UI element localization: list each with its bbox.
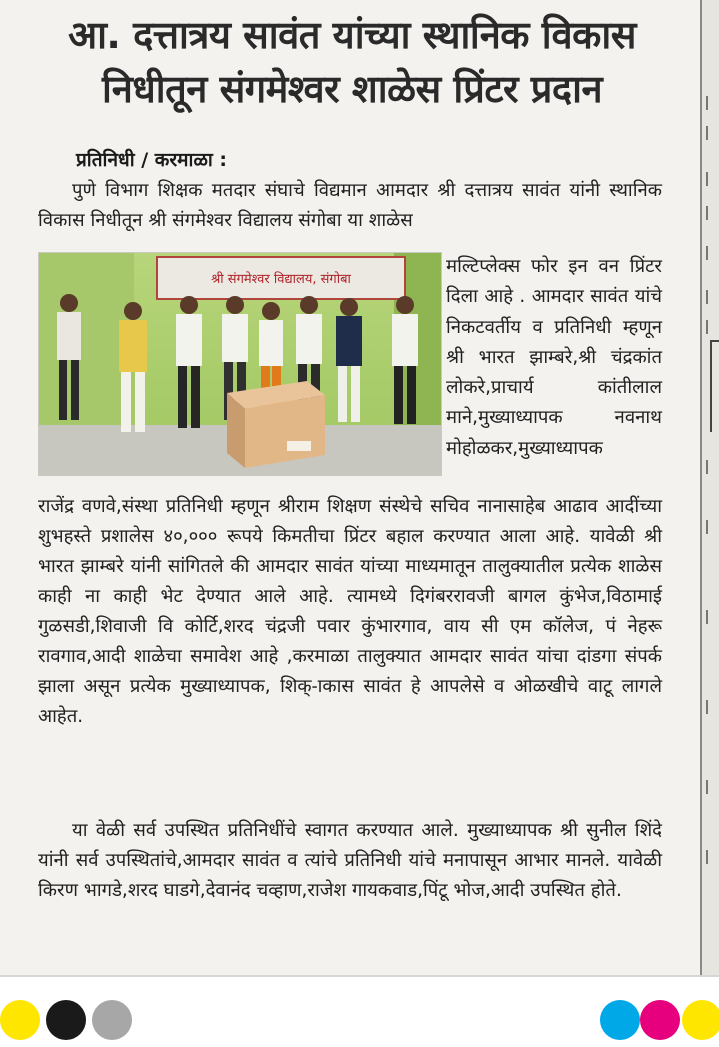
adjacent-column-edge xyxy=(702,0,719,975)
headline-line-2: निधीतून संगमेश्वर शाळेस प्रिंटर प्रदान xyxy=(101,67,603,111)
text-fragment xyxy=(706,320,708,334)
text-fragment xyxy=(706,850,708,864)
side-column-text: मल्टिप्लेक्स फोर इन वन प्रिंटर दिला आहे . आमदार सावंत यांचे निकटवर्तीय व प्रतिनिधी म्हणून श्री भारत झाम्बरे,श्री चंद्रकांत लोकरे,प्राचार्य कांतीलाल माने,मुख्याध्यापक नवनाथ मोहोळकर,मुख्याध्यापक xyxy=(446,256,662,459)
registration-dot-yellow xyxy=(682,1000,719,1040)
text-fragment xyxy=(706,246,708,260)
registration-dot-yellow xyxy=(0,1000,40,1040)
headline-line-1: आ. दत्तात्रय सावंत यांच्या स्थानिक विकास xyxy=(68,13,636,57)
text-fragment xyxy=(706,700,708,714)
photo-banner-text: श्री संगमेश्वर विद्यालय, संगोबा xyxy=(211,272,351,287)
column-bracket xyxy=(710,340,719,432)
registration-dot-black xyxy=(46,1000,86,1040)
text-fragment xyxy=(706,290,708,304)
text-fragment xyxy=(706,780,708,794)
text-fragment xyxy=(706,460,708,474)
paragraph-3: या वेळी सर्व उपस्थित प्रतिनिधींचे स्वागत करण्यात आले. मुख्याध्यापक श्री सुनील शिंदे यांनी सर्व उपस्थितांचे,आमदार सावंत व त्यांचे प्रतिनिधी यांचे मनापासून आभार मानले. यावेळी किरण भागडे,शरद घाडगे,देवानंद चव्हाण,राजेश गायकवाड,पिंटू भोज,आदी उपस्थित होते. xyxy=(38,820,662,901)
dateline: प्रतिनिधी / करमाळा : xyxy=(76,149,228,171)
text-fragment xyxy=(706,172,708,186)
paragraph-1: पुणे विभाग शिक्षक मतदार संघाचे विद्यमान आमदार श्री दत्तात्रय सावंत यांनी स्थानिक विकास निधीतून श्री संगमेश्वर विद्यालय संगोबा या शाळेस xyxy=(38,180,662,231)
photo-illustration xyxy=(39,253,441,475)
registration-dot-magenta xyxy=(640,1000,680,1040)
article-photo xyxy=(38,252,442,476)
text-fragment xyxy=(706,96,708,110)
registration-dot-cyan xyxy=(600,1000,640,1040)
text-fragment xyxy=(706,610,708,624)
text-fragment xyxy=(706,520,708,534)
printer-box xyxy=(227,381,325,468)
registration-dot-gray xyxy=(92,1000,132,1040)
text-fragment xyxy=(706,206,708,220)
text-fragment xyxy=(706,126,708,140)
paragraph-2: राजेंद्र वणवे,संस्था प्रतिनिधी म्हणून श्रीराम शिक्षण संस्थेचे सचिव नानासाहेब आढाव आदींच्या शुभहस्ते प्रशालेस ४०,००० रूपये किमतीचा प्रिंटर बहाल करण्यात आला आहे. यावेळी श्री भारत झाम्बरे यांनी सांगितले की आमदार सावंत यांच्या माध्यमातून तालुक्यातील प्रत्येक शाळेस काही ना काही भेट देण्यात आले आहे. त्यामध्ये दिगंबररावजी बागल कुंभेज,विठामाई गुळसडी,शिवाजी वि कोर्टि,शरद चंद्रजी पवार कुंभारगाव, वाय सी एम कॉलेज, पं नेहरू रावगाव,आदी शाळेचा समावेश आहे ,करमाळा तालुक्यात आमदार सावंत यांचा दांडगा संपर्क झाला असून प्रत्येक मुख्याध्यापक, शिक्-ाकास सावंत हे आपलेसे व ओळखीचे वाटू लागले आहेत. xyxy=(38,496,662,727)
article-headline xyxy=(18,8,686,116)
